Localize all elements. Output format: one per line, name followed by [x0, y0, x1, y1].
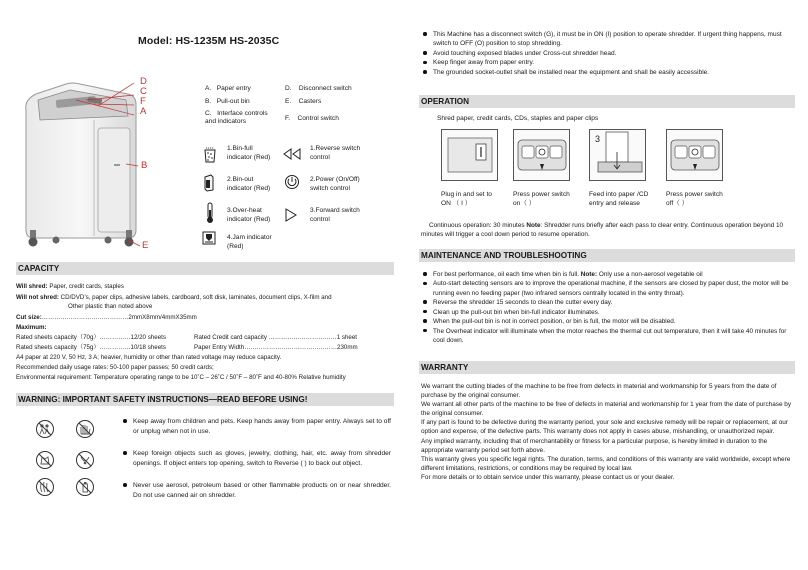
op-step4-caption: Press power switch off（ ）	[666, 191, 723, 208]
legend-d	[285, 85, 352, 93]
callout-c: C	[140, 86, 147, 97]
op-step4-image	[666, 129, 723, 181]
operation-heading: OPERATION	[419, 95, 795, 108]
warranty-paragraph: We warrant all other parts of the machine to be free of defects in material and workmanship for 1 year from the date of purchase by the original consumer.	[421, 401, 792, 418]
warning-item-text: Keep away from children and pets. Keep hands away from paper entry. Always set to off or unplug when not in use.	[133, 418, 391, 435]
indicator-reverse-control: 1.Reverse switch control	[310, 145, 361, 161]
indicator-bin-full: 1.Bin-full indicator (Red)	[227, 145, 271, 161]
no-hands-icon	[74, 419, 96, 439]
legend-letter: E.	[285, 98, 292, 105]
svg-text:3: 3	[595, 134, 601, 144]
maintenance-item: When the pull-out bin is not in correct position, or bin is full, the motor will be disabled.	[421, 317, 793, 326]
maintenance-item: Clean up the pull-out bin when bin-full indicator illuminates.	[421, 308, 793, 317]
power-icon	[284, 174, 300, 190]
jam-icon	[202, 231, 216, 245]
shredder-illustration	[16, 70, 156, 252]
warranty-paragraph: Any implied warranty, including that of merchantability or fitness for a particular purpose, is hereby limited in duration to the appropriate warranty period set forth above.	[421, 437, 768, 454]
warning-list	[121, 417, 391, 501]
legend-letter: A.	[205, 85, 212, 92]
callout-b: B	[141, 160, 148, 171]
no-aerosol-icon	[74, 477, 96, 497]
bin-full-icon	[203, 147, 217, 163]
will-shred-label: Will shred:	[16, 283, 48, 290]
indicator-forward-control: 3.Forward switch control	[310, 207, 360, 223]
legend-text: Paper entry	[216, 85, 251, 92]
callout-f: F	[140, 96, 146, 107]
legend-text: Control switch	[297, 115, 339, 122]
legend-e	[285, 98, 321, 106]
warning-heading: WARNING: IMPORTANT SAFETY INSTRUCTIONS—READ BEFORE USING!	[16, 393, 394, 406]
maintenance-item: The Overheat indicator will illuminate when the motor reaches the thermal cut out temperature, then it will take 40 minutes for cool down.	[421, 327, 793, 345]
warranty-heading: WARRANTY	[419, 361, 795, 374]
cut-size-value: ……………………………………2mmX8mm/4mmX35mm	[41, 314, 197, 321]
indicator-jam: 4.Jam indicator (Red)	[227, 234, 272, 250]
legend-letter: D.	[285, 85, 292, 92]
op-step3-image	[589, 129, 646, 181]
no-children-icon	[34, 419, 56, 439]
maintenance-item: Auto-start detecting sensors are to improve the operational machine, if the sensors are closed by paper dust, the motor will be running even no feeding paper (two infrared sensors centrally located in the entry throat).	[421, 279, 793, 297]
legend-text: Casters	[298, 98, 322, 105]
legend-text: Pull-out bin	[216, 98, 250, 105]
top-bullet: Keep finger away from paper entry.	[421, 58, 791, 67]
warning-item	[121, 417, 391, 436]
maintenance-first-note: Note:	[580, 271, 598, 278]
maximum-label: Maximum:	[16, 324, 47, 331]
warranty-text	[421, 382, 793, 482]
warranty-paragraph: This warranty gives you specific legal rights. The duration, terms, and conditions of this warranty are valid worldwide, except where different limitations, restrictions, or conditions may be required by local law.	[421, 455, 791, 472]
thermometer-icon	[205, 202, 215, 224]
operation-note-text: : Shredder runs briefly after each pass to clear entry. Continuous operation beyond 10 minutes will trigger a cool down period to resume operation.	[421, 222, 784, 239]
maintenance-heading: MAINTENANCE AND TROUBLESHOOTING	[419, 249, 795, 262]
no-jewelry-icon	[74, 450, 96, 470]
will-not-shred-label: Will not shred:	[16, 294, 59, 301]
will-not-shred-line	[16, 294, 332, 302]
will-shred-line	[16, 283, 124, 291]
no-clothing-icon	[34, 450, 56, 470]
warning-item	[121, 481, 391, 500]
maintenance-first-prefix: For best performance, oil each time when bin is full.	[433, 271, 581, 278]
env-line: Environmental requirement: Temperature operating range to be 10˚C – 26˚C / 50˚F – 80˚F and 40-80% Relative humidity	[16, 374, 346, 381]
warning-item	[121, 449, 391, 468]
legend-letter: F.	[285, 115, 291, 122]
operation-intro: Shred paper, credit cards, CDs, staples and paper clips	[437, 115, 599, 122]
top-right-bullets	[421, 30, 791, 78]
warranty-paragraph: For more details or to obtain service under this warranty, please contact us or your dealer.	[421, 473, 675, 481]
no-hair-icon	[34, 477, 56, 497]
callout-a: A	[140, 106, 147, 117]
op-step2-image	[513, 129, 570, 181]
op-step3-caption: Feed into paper /CD entry and release	[589, 191, 649, 208]
operation-note	[421, 221, 793, 239]
op-step2-caption: Press power switch on（ ）	[513, 191, 570, 208]
model-title: Model: HS-1235M HS-2035C	[138, 35, 280, 47]
rated-70-line: Rated sheets capacity（70g）……………12/20 sheets	[16, 334, 166, 341]
maintenance-item	[421, 270, 793, 279]
rated-75-line: Rated sheets capacity（75g）……………10/18 sheets	[16, 344, 166, 351]
will-not-shred-value: CD/DVD’s, paper clips, adhesive labels, cardboard, soft disk, laminates, document clips, X-film and	[60, 294, 332, 301]
callout-d: D	[140, 76, 147, 87]
legend-c	[205, 110, 277, 126]
callout-e: E	[142, 240, 149, 251]
cut-size-label: Cut size:	[16, 314, 42, 321]
indicator-power-control: 2.Power (On/Off) switch control	[310, 176, 360, 192]
usage-line: Recommended daily usage rates: 50-100 paper passes; 50 credit cards;	[16, 364, 214, 371]
op-step1-image	[441, 129, 498, 181]
warranty-paragraph: If any part is found to be defective during the warranty period, your sole and exclusive remedy will be repair or replacement, at our option and expense, of the defective parts. This warranty does not apply in cases abuse, mishandling, or unauthorized repair.	[421, 419, 788, 436]
legend-text: Interface controls and indicators	[205, 110, 268, 126]
operation-note-prefix: Continuous operation: 30 minutes	[429, 222, 527, 229]
legend-b	[205, 98, 250, 106]
warranty-paragraph: We warrant the cutting blades of the machine to be free from defects in material and workmanship for 5 years from the date of purchase by the original consumer.	[421, 383, 777, 400]
cut-size-line	[16, 314, 197, 322]
capacity-heading: CAPACITY	[16, 262, 394, 275]
warning-item-text: Keep foreign objects such as gloves, jewelry, clothing, hair, etc. away from shredder openings. If object enters top opening, switch to Reverse ( ) to back out object.	[133, 450, 391, 467]
operation-note-label: Note	[526, 222, 541, 229]
legend-letter: C.	[205, 110, 212, 117]
will-shred-value: Paper, credit cards, staples	[49, 283, 124, 290]
a4-line: A4 paper at 220 V, 50 Hz, 3 A; heavier, humidity or other than rated voltage may reduce capacity.	[16, 354, 282, 361]
bin-out-icon	[203, 174, 215, 192]
legend-text: Disconnect switch	[298, 85, 352, 92]
top-bullet: Avoid touching exposed blades under Cross-cut shredder head.	[421, 49, 791, 58]
rated-card-line: Rated Credit card capacity ……………………………1 sheet	[194, 334, 357, 341]
maintenance-item: Reverse the shredder 15 seconds to clean the cutter every day.	[421, 298, 793, 307]
legend-a	[205, 85, 251, 93]
indicator-overheat: 3.Over-heat indicator (Red)	[227, 207, 271, 223]
maintenance-list	[421, 270, 793, 345]
indicator-bin-out: 2.Bin-out indicator (Red)	[227, 176, 271, 192]
will-not-shred-cont: Other plastic than noted above	[68, 303, 153, 310]
legend-f	[285, 115, 339, 123]
top-bullet: This Machine has a disconnect switch (G), it must be in ON (I) position to operate shredder. If urgent thing happens, must switch to OFF (O) position to stop shredding.	[421, 30, 791, 48]
reverse-icon	[283, 148, 301, 160]
legend-letter: B.	[205, 98, 212, 105]
warning-item-text: Never use aerosol, petroleum based or other flammable products on or near shredder. Do not use canned air on shredder.	[133, 482, 391, 499]
entry-width-line: Paper Entry Width………………………………………230mm	[194, 344, 358, 351]
top-bullet: The grounded socket-outlet shall be installed near the equipment and shall be easily accessible.	[421, 68, 791, 77]
maintenance-first-suffix: Only use a non-aerosol vegetable oil	[597, 271, 703, 278]
op-step1-caption: Plug in and set to ON （ I ）	[441, 191, 492, 208]
forward-icon	[285, 208, 297, 222]
